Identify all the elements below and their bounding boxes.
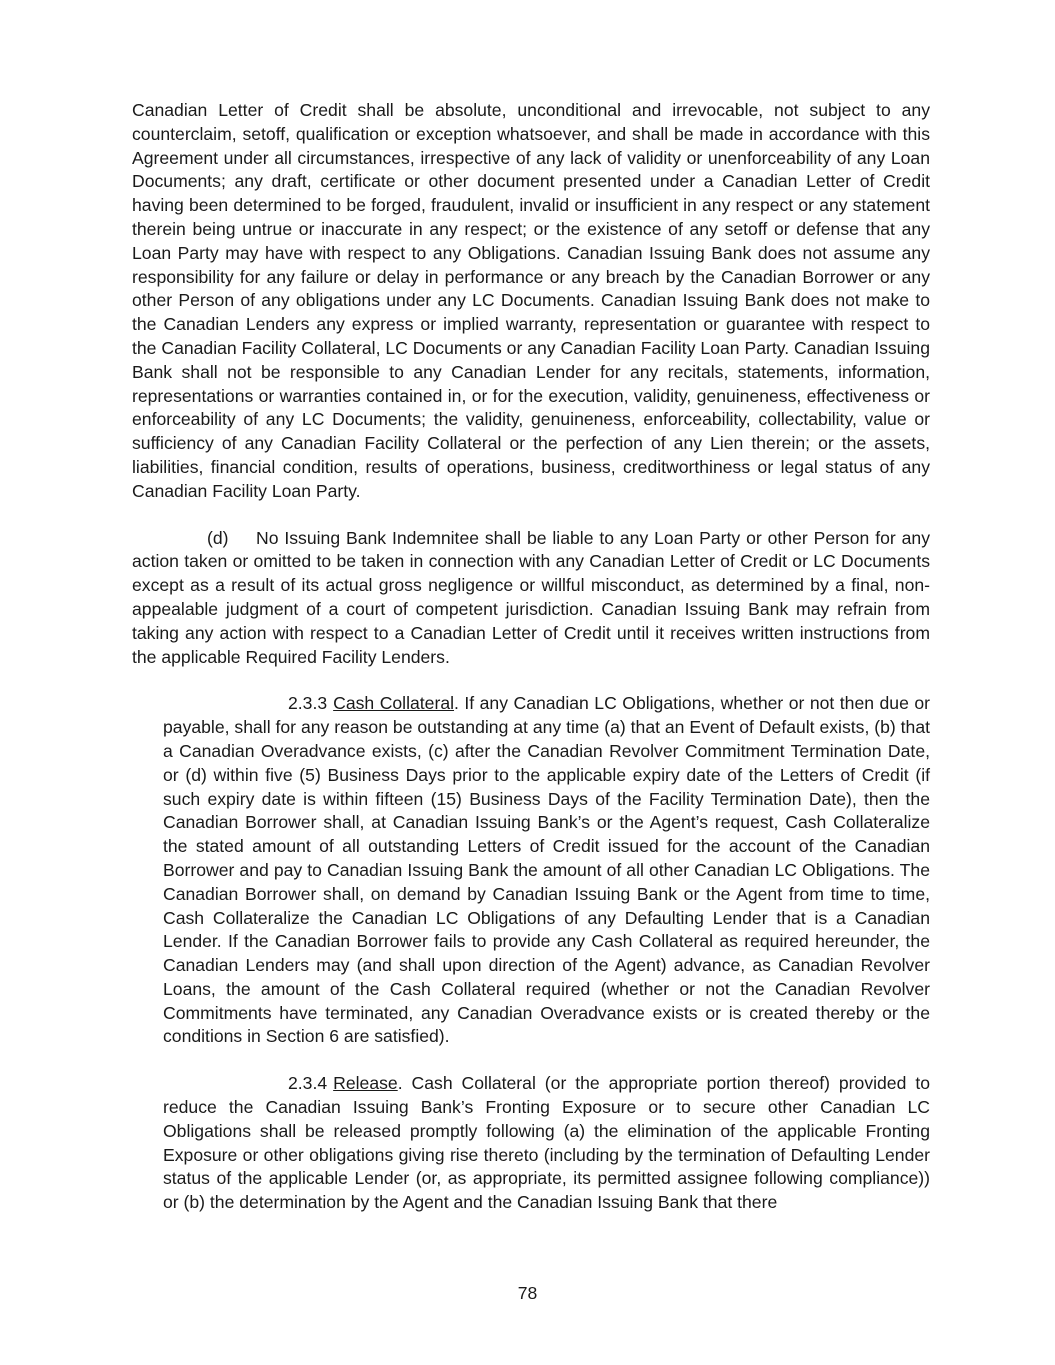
section-2-3-4-text: . Cash Collateral (or the appropriate portion thereof) provided to reduce the Canadian Issuing Bank’s Fronting Exposure or to secure other Canadian LC Obligations shall be released promptly following (a) the elimination of the applicable Fronting Exposure or other obligations giving rise thereto (including by the termination of Defaulting Lender status of the applicable Lender (or, as appropriate, its permitted assignee following compliance)) or (b) the determination by the Agent and the Canadian Issuing Bank that there [163, 1073, 930, 1213]
paragraph-d-text: No Issuing Bank Indemnitee shall be liable to any Loan Party or other Person for any action taken or omitted to be taken in connection with any Canadian Letter of Credit or LC Documents except as a result of its actual gross negligence or willful misconduct, as determined by a final, non-appealable judgment of a court of competent jurisdiction. Canadian Issuing Bank may refrain from taking any action with respect to a Canadian Letter of Credit until it receives written instructions from the applicable Required Facility Lenders. [132, 527, 930, 667]
section-2-3-4-number: 2.3.4 [288, 1073, 328, 1094]
section-2-3-4-title: Release [333, 1073, 398, 1094]
section-2-3-3-title: Cash Collateral [333, 693, 455, 714]
paragraph-d [132, 527, 930, 670]
section-2-3-3-text: . If any Canadian LC Obligations, whether or not then due or payable, shall for any reason be outstanding at any time (a) that an Event of Default exists, (b) that a Canadian Overadvance exists, (c) after the Canadian Revolver Commitment Termination Date, or (d) within five (5) Business Days prior to the applicable expiry date of the Letters of Credit (if such expiry date is within fifteen (15) Business Days of the Facility Termination Date), then the Canadian Borrower shall, at Canadian Issuing Bank’s or the Agent’s request, Cash Collateralize the stated amount of all outstanding Letters of Credit issued for the account of the Canadian Borrower and pay to Canadian Issuing Bank the amount of all other Canadian LC Obligations. The Canadian Borrower shall, on demand by Canadian Issuing Bank or the Agent from time to time, Cash Collateralize the Canadian LC Obligations of any Defaulting Lender that is a Canadian Lender. If the Canadian Borrower fails to provide any Cash Collateral as required hereunder, the Canadian Lenders may (and shall upon direction of the Agent) advance, as Canadian Revolver Loans, the amount of the Cash Collateral required (whether or not the Canadian Revolver Commitments have terminated, any Canadian Overadvance exists or is created thereby or the conditions in Section 6 are satisfied). [163, 693, 930, 1047]
document-page-body [132, 99, 930, 1215]
section-2-3-4 [163, 1072, 930, 1215]
section-2-3-3-number: 2.3.3 [288, 693, 328, 714]
paragraph-d-label: (d) [207, 527, 229, 548]
section-2-3-3 [163, 692, 930, 1049]
paragraph-c-continued: Canadian Letter of Credit shall be absolute, unconditional and irrevocable, not subject to any counterclaim, setoff, qualification or exception whatsoever, and shall be made in accordance with this Agreement under all circumstances, irrespective of any lack of validity or unenforceability of any Loan Documents; any draft, certificate or other document presented under a Canadian Letter of Credit having been determined to be forged, fraudulent, invalid or insufficient in any respect or any statement therein being untrue or inaccurate in any respect; or the existence of any setoff or defense that any Loan Party may have with respect to any Obligations. Canadian Issuing Bank does not assume any responsibility for any failure or delay in performance or any breach by the Canadian Borrower or any other Person of any obligations under any LC Documents. Canadian Issuing Bank does not make to the Canadian Lenders any express or implied warranty, representation or guarantee with respect to the Canadian Facility Collateral, LC Documents or any Canadian Facility Loan Party. Canadian Issuing Bank shall not be responsible to any Canadian Lender for any recitals, statements, information, representations or warranties contained in, or for the execution, validity, genuineness, effectiveness or enforceability of any LC Documents; the validity, genuineness, enforceability, collectability, value or sufficiency of any Canadian Facility Collateral or the perfection of any Lien therein; or the assets, liabilities, financial condition, results of operations, business, creditworthiness or legal status of any Canadian Facility Loan Party. [132, 100, 930, 501]
page-number: 78 [517, 1283, 538, 1303]
